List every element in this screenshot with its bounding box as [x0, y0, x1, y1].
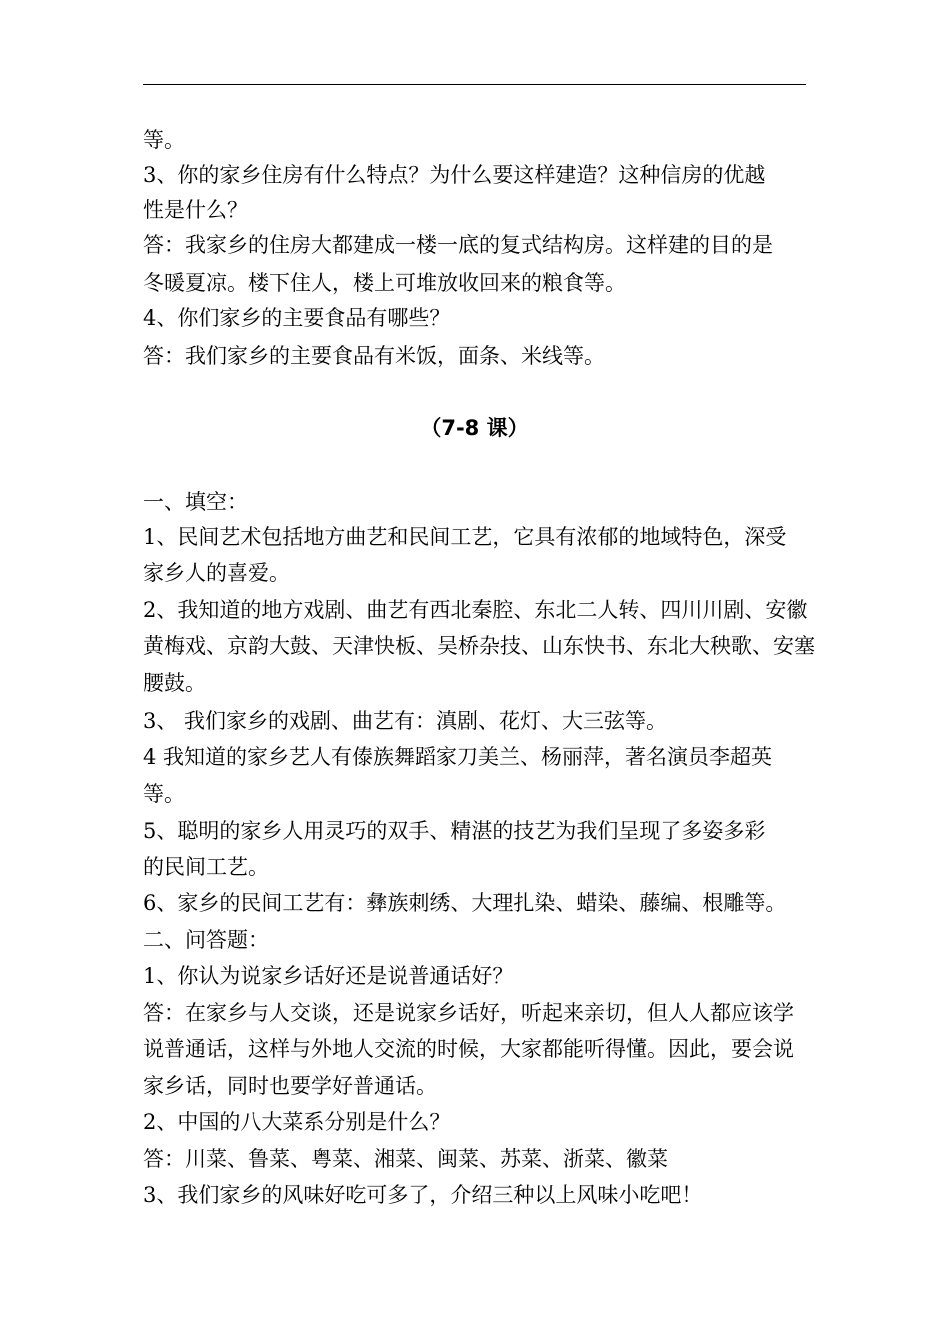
text-line: 黄梅戏、京韵大鼓、天津快板、吴桥杂技、山东快书、东北大秧歌、安塞	[143, 634, 815, 658]
text-line: 答：我家乡的住房大都建成一楼一底的复式结构房。这样建的目的是	[143, 233, 773, 257]
text-line: 1、你认为说家乡话好还是说普通话好？	[143, 964, 514, 988]
text-line: 说普通话，这样与外地人交流的时候，大家都能听得懂。因此，要会说	[143, 1037, 794, 1061]
text-line: 性是什么？	[143, 198, 248, 222]
header-rule	[143, 84, 806, 85]
text-line: 家乡话，同时也要学好普通话。	[143, 1074, 437, 1098]
text-line: 答：川菜、鲁菜、粤菜、湘菜、闽菜、苏菜、浙菜、徽菜	[143, 1147, 668, 1171]
text-line: 4 我知道的家乡艺人有傣族舞蹈家刀美兰、杨丽萍，著名演员李超英	[143, 745, 773, 769]
text-line: 家乡人的喜爱。	[143, 561, 290, 585]
text-line: 等。	[143, 782, 185, 806]
text-line: 4、你们家乡的主要食品有哪些？	[143, 306, 451, 330]
lesson-heading: （7-8 课）	[420, 416, 529, 440]
text-line: 腰鼓。	[143, 671, 206, 695]
text-line: 6、家乡的民间工艺有：彝族刺绣、大理扎染、蜡染、藤编、根雕等。	[143, 891, 787, 915]
text-line: 答：在家乡与人交谈，还是说家乡话好，听起来亲切，但人人都应该学	[143, 1001, 794, 1025]
text-line: 2、中国的八大菜系分别是什么？	[143, 1110, 451, 1134]
text-line: 二、问答题：	[143, 928, 269, 952]
text-line: 的民间工艺。	[143, 855, 269, 879]
text-line: 答：我们家乡的主要食品有米饭，面条、米线等。	[143, 344, 605, 368]
text-line: 5、聪明的家乡人用灵巧的双手、精湛的技艺为我们呈现了多姿多彩	[143, 819, 766, 843]
text-line: 1、民间艺术包括地方曲艺和民间工艺，它具有浓郁的地域特色，深受	[143, 525, 787, 549]
text-line: 3、我们家乡的风味好吃可多了，介绍三种以上风味小吃吧！	[143, 1183, 703, 1207]
text-line: 等。	[143, 128, 185, 152]
text-line: 2、我知道的地方戏剧、曲艺有西北秦腔、东北二人转、四川川剧、安徽	[143, 598, 808, 622]
text-line: 一、填空：	[143, 490, 248, 514]
text-line: 3、你的家乡住房有什么特点？为什么要这样建造？这种信房的优越	[143, 163, 766, 187]
text-line: 3、 我们家乡的戏剧、曲艺有：滇剧、花灯、大三弦等。	[143, 709, 668, 733]
text-line: 冬暖夏凉。楼下住人，楼上可堆放收回来的粮食等。	[143, 271, 626, 295]
